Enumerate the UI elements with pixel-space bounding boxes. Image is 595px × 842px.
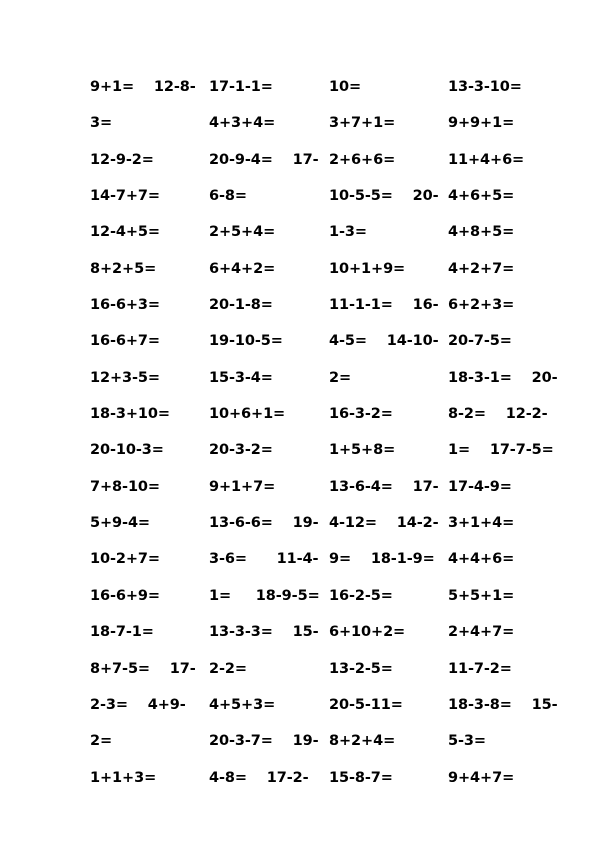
problem-line: 2= — [90, 733, 113, 750]
problem-line: 4+3+4= — [209, 115, 276, 132]
problem-line: 9+1+7= — [209, 478, 276, 495]
problem-line: 4-8= 17-2- — [209, 769, 309, 786]
problem-line: 15-8-7= — [329, 769, 393, 786]
problem-line: 20-9-4= 17- — [209, 151, 319, 168]
problem-line: 3-6= 11-4- — [209, 551, 319, 568]
problem-line: 10= — [329, 79, 362, 95]
problem-line: 8-2= 12-2- — [448, 406, 548, 423]
problem-column-2 — [209, 77, 327, 804]
problem-line: 10+6+1= — [209, 406, 286, 423]
problem-line: 2+4+7= — [448, 624, 515, 641]
problem-line: 19-10-5= — [209, 333, 283, 350]
problem-line: 12-9-2= — [90, 151, 154, 168]
problem-line: 9= 18-1-9= — [329, 551, 435, 568]
problem-line: 20-3-7= 19- — [209, 733, 319, 750]
problem-line: 18-7-1= — [90, 624, 154, 641]
problem-line: 11+4+6= — [448, 151, 525, 168]
problem-line: 4+6+5= — [448, 188, 515, 205]
problem-line: 4-12= 14-2- — [329, 515, 439, 532]
problem-line: 20-1-8= — [209, 297, 273, 314]
problem-line: 2-3= 4+9- — [90, 696, 186, 713]
problem-line: 2= — [329, 369, 352, 386]
problem-line: 17-1-1= — [209, 79, 273, 95]
problem-line: 9+4+7= — [448, 769, 515, 786]
problem-line: 13-6-4= 17- — [329, 478, 439, 495]
problem-line: 7+8-10= — [90, 478, 160, 495]
problem-line: 3= — [90, 115, 113, 132]
problem-line: 20-10-3= — [90, 442, 164, 459]
problem-line: 8+2+5= — [90, 260, 157, 277]
problem-line: 4+4+6= — [448, 551, 515, 568]
problem-line: 3+1+4= — [448, 515, 515, 532]
problem-line: 13-2-5= — [329, 660, 393, 677]
problem-line: 5+5+1= — [448, 587, 515, 604]
problem-line: 4-5= 14-10- — [329, 333, 439, 350]
problem-line: 1+1+3= — [90, 769, 157, 786]
problem-line: 1= 17-7-5= — [448, 442, 554, 459]
problem-line: 5-3= — [448, 733, 486, 750]
problem-line: 6+10+2= — [329, 624, 406, 641]
problem-line: 10-5-5= 20- — [329, 188, 439, 205]
problem-line: 16-6+9= — [90, 587, 160, 604]
problem-line: 5+9-4= — [90, 515, 150, 532]
problem-line: 11-1-1= 16- — [329, 297, 439, 314]
problem-line: 8+2+4= — [329, 733, 396, 750]
problem-line: 16-2-5= — [329, 587, 393, 604]
problem-line: 18-3+10= — [90, 406, 170, 423]
problem-line: 18-3-8= 15- — [448, 696, 558, 713]
problem-line: 6+2+3= — [448, 297, 515, 314]
problem-line: 3+7+1= — [329, 115, 396, 132]
problem-line: 16-6+3= — [90, 297, 160, 314]
problem-line: 13-3-10= — [448, 79, 522, 95]
problem-line: 1= 18-9-5= — [209, 587, 320, 604]
problem-line: 14-7+7= — [90, 188, 160, 205]
problem-line: 2-2= — [209, 660, 247, 677]
problem-line: 9+9+1= — [448, 115, 515, 132]
problem-line: 11-7-2= — [448, 660, 512, 677]
problem-line: 20-5-11= — [329, 696, 403, 713]
problem-line: 2+5+4= — [209, 224, 276, 241]
problem-line: 4+8+5= — [448, 224, 515, 241]
problem-line: 1-3= — [329, 224, 367, 241]
problem-line: 9+1= 12-8- — [90, 79, 196, 95]
problem-line: 8+7-5= 17- — [90, 660, 196, 677]
problem-column-1 — [90, 77, 208, 804]
problem-column-4 — [448, 77, 566, 804]
problem-line: 17-4-9= — [448, 478, 512, 495]
problem-line: 12+3-5= — [90, 369, 160, 386]
problem-line: 4+2+7= — [448, 260, 515, 277]
problem-line: 13-6-6= 19- — [209, 515, 319, 532]
problem-line: 18-3-1= 20- — [448, 369, 558, 386]
problem-line: 12-4+5= — [90, 224, 160, 241]
problem-line: 2+6+6= — [329, 151, 396, 168]
problem-line: 1+5+8= — [329, 442, 396, 459]
problem-line: 4+5+3= — [209, 696, 276, 713]
problem-line: 10+1+9= — [329, 260, 406, 277]
problem-line: 15-3-4= — [209, 369, 273, 386]
problem-line: 20-3-2= — [209, 442, 273, 459]
problem-line: 16-3-2= — [329, 406, 393, 423]
problem-line: 10-2+7= — [90, 551, 160, 568]
problem-line: 6+4+2= — [209, 260, 276, 277]
problem-line: 16-6+7= — [90, 333, 160, 350]
problem-line: 20-7-5= — [448, 333, 512, 350]
problem-line: 6-8= — [209, 188, 247, 205]
problem-column-3 — [329, 77, 447, 804]
problem-line: 13-3-3= 15- — [209, 624, 319, 641]
